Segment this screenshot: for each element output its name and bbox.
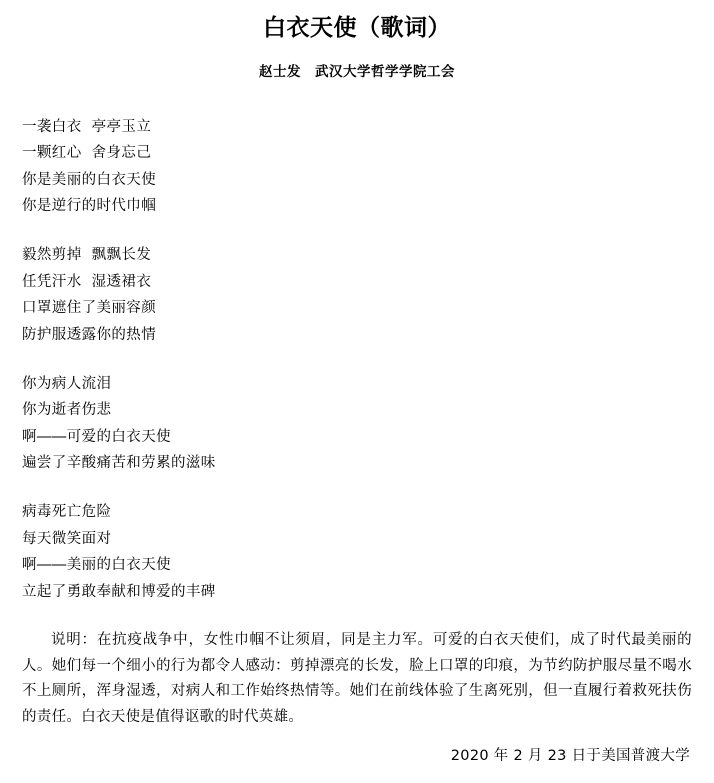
stanza (22, 114, 714, 220)
lyric-line: 你是逆行的时代巾帼 (22, 198, 157, 215)
stanza (22, 371, 714, 477)
author-byline: 赵士发 武汉大学哲学学院工会 (259, 63, 455, 80)
lyric-line: 你是美丽的白衣天使 (22, 171, 157, 188)
lyric-line: 每天微笑面对 (22, 530, 112, 547)
lyric-line: 啊――美丽的白衣天使 (22, 557, 171, 574)
lyric-line: 遍尝了辛酸痛苦和劳累的滋味 (22, 455, 216, 472)
lyric-line: 你为逝者伤悲 (22, 402, 112, 419)
lyrics-body (0, 114, 714, 605)
lyric-line: 啊――可爱的白衣天使 (22, 428, 171, 445)
stanza (22, 242, 714, 348)
lyric-line: 一颗红心 舍身忘己 (22, 145, 152, 162)
lyric-line: 防护服透露你的热情 (22, 326, 157, 343)
lyric-line: 一袭白衣 亭亭玉立 (22, 118, 152, 135)
date-and-place: 2020 年 2 月 23 日于美国普渡大学 (450, 748, 690, 764)
document-page (0, 14, 714, 783)
author-note: 说明：在抗疫战争中，女性巾帼不让须眉，同是主力军。可爱的白衣天使们，成了时代最美丽的人。她们每一个细小的行为都令人感动：剪掉漂亮的长发，脸上口罩的印痕，为节约防护服尽量不喝水不上厕所，浑身湿透，对病人和工作始终热情等。她们在前线体验了生离死别，但一直履行着救死扶伤的责任。白衣天使是值得讴歌的时代英雄。 (22, 631, 692, 726)
stanza (22, 499, 714, 605)
lyric-line: 任凭汗水 湿透裙衣 (22, 273, 152, 290)
page-title: 白衣天使（歌词） (263, 15, 451, 41)
lyric-line: 病毒死亡危险 (22, 504, 112, 521)
lyric-line: 毅然剪掉 飘飘长发 (22, 247, 152, 264)
lyric-line: 口罩遮住了美丽容颜 (22, 300, 157, 317)
lyric-line: 你为病人流泪 (22, 375, 112, 392)
lyric-line: 立起了勇敢奉献和博爱的丰碑 (22, 583, 216, 600)
